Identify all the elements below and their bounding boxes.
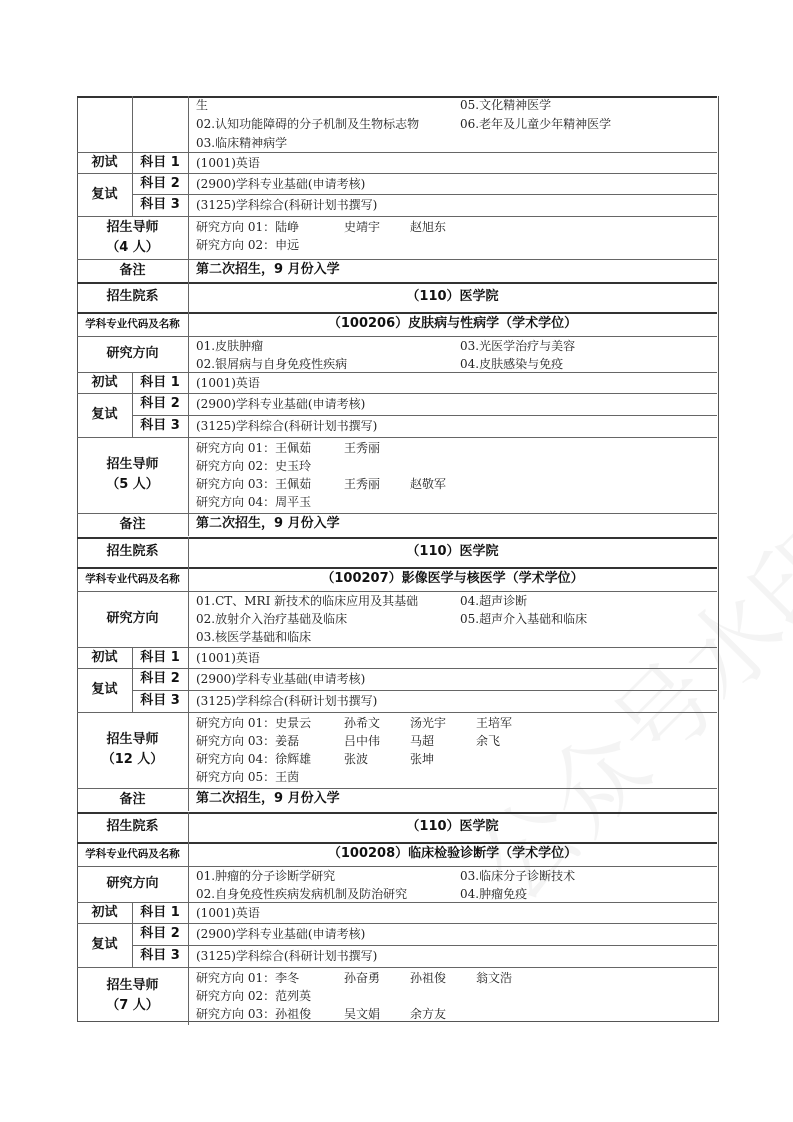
advisor-name: 张坤: [410, 752, 435, 766]
advisor-name: 王秀丽: [344, 441, 381, 455]
note-value: 第二次招生，9 月份入学: [196, 791, 340, 806]
subject3-value: (3125)学科综合(科研计划书撰写): [196, 198, 378, 212]
advisor-name: 孙希文: [344, 716, 381, 730]
row-divider: [132, 945, 717, 946]
row-divider: [132, 194, 717, 195]
subject1-label: 科目 1: [140, 154, 180, 170]
advisors-count: （5 人）: [106, 477, 159, 492]
major-label: 学科专业代码及名称: [85, 573, 180, 585]
subject3-label: 科目 3: [140, 948, 180, 963]
advisors-count: （7 人）: [106, 998, 159, 1013]
subject2-value: (2900)学科专业基础(申请考核): [196, 672, 366, 686]
row-divider: [77, 216, 717, 217]
advisor-name: 研究方向 03：姜磊: [196, 734, 300, 748]
exam-retest-label: 复试: [91, 937, 118, 952]
advisor-name: 史靖宇: [344, 220, 381, 234]
col-divider-content: [188, 437, 189, 513]
advisor-name: 孙奋勇: [344, 971, 381, 985]
college-label: 招生院系: [106, 544, 159, 559]
college-label: 招生院系: [106, 289, 159, 304]
exam-initial-label: 初试: [91, 374, 118, 390]
col-divider-content: [188, 788, 189, 811]
direction-item: 04.皮肤感染与免疫: [460, 357, 564, 371]
subject3-value: (3125)学科综合(科研计划书撰写): [196, 949, 378, 963]
major-value: （100207）影像医学与核医学（学术学位）: [321, 571, 584, 586]
row-divider: [77, 712, 717, 713]
page-top-border: [77, 96, 717, 98]
col-divider-content: [188, 967, 189, 1025]
section-divider: [77, 842, 717, 844]
advisor-name: 研究方向 03：王佩茹: [196, 477, 312, 491]
major-value: （100208）临床检验诊断学（学术学位）: [327, 846, 578, 861]
exam-initial-label: 初试: [91, 649, 118, 665]
direction-item: 04.肿瘤免疫: [460, 887, 528, 901]
subject2-label: 科目 2: [140, 175, 180, 191]
subject1-value: (1001)英语: [196, 651, 260, 665]
subject2-label: 科目 2: [140, 926, 180, 941]
row-divider: [77, 513, 717, 514]
advisor-name: 张波: [344, 752, 369, 766]
subject2-value: (2900)学科专业基础(申请考核): [196, 927, 366, 941]
section-divider: [77, 567, 717, 569]
advisor-name: 余飞: [476, 734, 501, 748]
advisor-name: 研究方向 02：范列英: [196, 989, 312, 1003]
advisor-name: 王培军: [476, 716, 513, 730]
college-value: （110）医学院: [406, 544, 499, 559]
advisors-label: 招生导师: [106, 732, 159, 747]
row-divider: [77, 866, 717, 867]
subject3-value: (3125)学科综合(科研计划书撰写): [196, 419, 378, 433]
advisors-label: 招生导师: [106, 457, 159, 472]
advisor-name: 余方友: [410, 1007, 447, 1021]
col-divider-content: [188, 513, 189, 536]
direction-item: 生: [196, 98, 209, 112]
advisor-name: 研究方向 02：史玉玲: [196, 459, 312, 473]
advisors-label: 招生导师: [106, 978, 159, 993]
direction-item: 01.CT、MRI 新技术的临床应用及其基础: [196, 594, 419, 608]
col-divider-content: [188, 591, 189, 647]
college-label: 招生院系: [106, 819, 159, 834]
direction-item: 02.自身免疫性疾病发病机制及防治研究: [196, 887, 408, 901]
direction-item: 02.银屑病与自身免疫性疾病: [196, 357, 348, 371]
advisor-name: 汤光宇: [410, 716, 447, 730]
advisors-count: （12 人）: [101, 752, 164, 767]
note-value: 第二次招生，9 月份入学: [196, 516, 340, 531]
col-divider-label: [132, 96, 133, 152]
row-divider: [77, 393, 717, 394]
subject3-label: 科目 3: [140, 418, 180, 433]
col-divider-content: [188, 336, 189, 372]
subject2-label: 科目 2: [140, 396, 180, 411]
exam-initial-label: 初试: [91, 154, 118, 170]
row-divider: [77, 788, 717, 789]
advisors-label: 招生导师: [106, 220, 159, 235]
advisor-name: 研究方向 01：史景云: [196, 716, 312, 730]
col-divider-content: [188, 902, 189, 967]
advisor-name: 研究方向 01：陆峥: [196, 220, 300, 234]
section-top-border: [77, 812, 717, 814]
subject2-label: 科目 2: [140, 671, 180, 686]
college-value: （110）医学院: [406, 289, 499, 304]
direction-item: 01.皮肤肿瘤: [196, 339, 264, 353]
advisor-name: 研究方向 01：王佩茹: [196, 441, 312, 455]
col-divider-content: [188, 152, 189, 216]
subject1-label: 科目 1: [140, 374, 180, 390]
exam-retest-label: 复试: [91, 682, 118, 697]
direction-item: 03.临床分子诊断技术: [460, 869, 576, 883]
row-divider: [77, 259, 717, 260]
advisor-name: 翁文浩: [476, 971, 513, 985]
direction-item: 02.认知功能障碍的分子机制及生物标志物: [196, 117, 420, 131]
section-divider: [77, 312, 717, 314]
direction-item: 03.临床精神病学: [196, 136, 288, 150]
note-label: 备注: [119, 516, 146, 532]
advisor-name: 研究方向 02：申远: [196, 238, 300, 252]
row-divider: [77, 668, 717, 669]
col-divider-content: [188, 712, 189, 788]
advisor-name: 研究方向 03：孙祖俊: [196, 1007, 312, 1021]
subject1-label: 科目 1: [140, 649, 180, 665]
exam-initial-label: 初试: [91, 904, 118, 920]
direction-item: 04.超声诊断: [460, 594, 528, 608]
row-divider: [77, 437, 717, 438]
directions-label: 研究方向: [106, 611, 159, 626]
advisor-name: 研究方向 04：周平玉: [196, 495, 312, 509]
directions-label: 研究方向: [106, 346, 159, 361]
advisor-name: 研究方向 05：王茵: [196, 770, 300, 784]
direction-item: 02.放射介入治疗基础及临床: [196, 612, 348, 626]
row-divider: [77, 923, 717, 924]
direction-item: 06.老年及儿童少年精神医学: [460, 117, 612, 131]
advisors-count: （4 人）: [106, 240, 159, 255]
row-divider: [132, 690, 717, 691]
major-label: 学科专业代码及名称: [85, 318, 180, 330]
direction-item: 05.文化精神医学: [460, 98, 552, 112]
note-label: 备注: [119, 791, 146, 807]
col-divider-content: [188, 372, 189, 437]
advisor-name: 研究方向 04：徐辉雄: [196, 752, 312, 766]
subject2-value: (2900)学科专业基础(申请考核): [196, 397, 366, 411]
row-divider: [132, 415, 717, 416]
directions-label: 研究方向: [106, 876, 159, 891]
note-value: 第二次招生，9 月份入学: [196, 262, 340, 277]
subject1-value: (1001)英语: [196, 156, 260, 170]
advisor-name: 研究方向 01：李冬: [196, 971, 300, 985]
advisor-name: 吴文娟: [344, 1007, 381, 1021]
exam-retest-label: 复试: [91, 407, 118, 422]
subject3-label: 科目 3: [140, 693, 180, 708]
col-divider-content: [188, 647, 189, 712]
college-value: （110）医学院: [406, 819, 499, 834]
advisor-name: 赵旭东: [410, 220, 447, 234]
row-divider: [77, 967, 717, 968]
direction-item: 03.核医学基础和临床: [196, 630, 312, 644]
advisor-name: 马超: [410, 734, 435, 748]
subject3-label: 科目 3: [140, 197, 180, 212]
section-top-border: [77, 282, 717, 284]
advisor-name: 孙祖俊: [410, 971, 447, 985]
subject1-value: (1001)英语: [196, 376, 260, 390]
major-label: 学科专业代码及名称: [85, 848, 180, 860]
direction-item: 03.光医学治疗与美容: [460, 339, 576, 353]
row-divider: [77, 336, 717, 337]
advisor-name: 王秀丽: [344, 477, 381, 491]
note-label: 备注: [119, 262, 146, 278]
col-divider-content: [188, 866, 189, 902]
subject3-value: (3125)学科综合(科研计划书撰写): [196, 694, 378, 708]
direction-item: 05.超声介入基础和临床: [460, 612, 588, 626]
subject1-label: 科目 1: [140, 904, 180, 920]
direction-item: 01.肿瘤的分子诊断学研究: [196, 869, 336, 883]
exam-retest-label: 复试: [91, 186, 118, 202]
major-value: （100206）皮肤病与性病学（学术学位）: [327, 316, 578, 331]
section-top-border: [77, 537, 717, 539]
advisor-name: 吕中伟: [344, 734, 381, 748]
advisor-name: 赵敬军: [410, 477, 447, 491]
subject1-value: (1001)英语: [196, 906, 260, 920]
subject2-value: (2900)学科专业基础(申请考核): [196, 177, 366, 191]
